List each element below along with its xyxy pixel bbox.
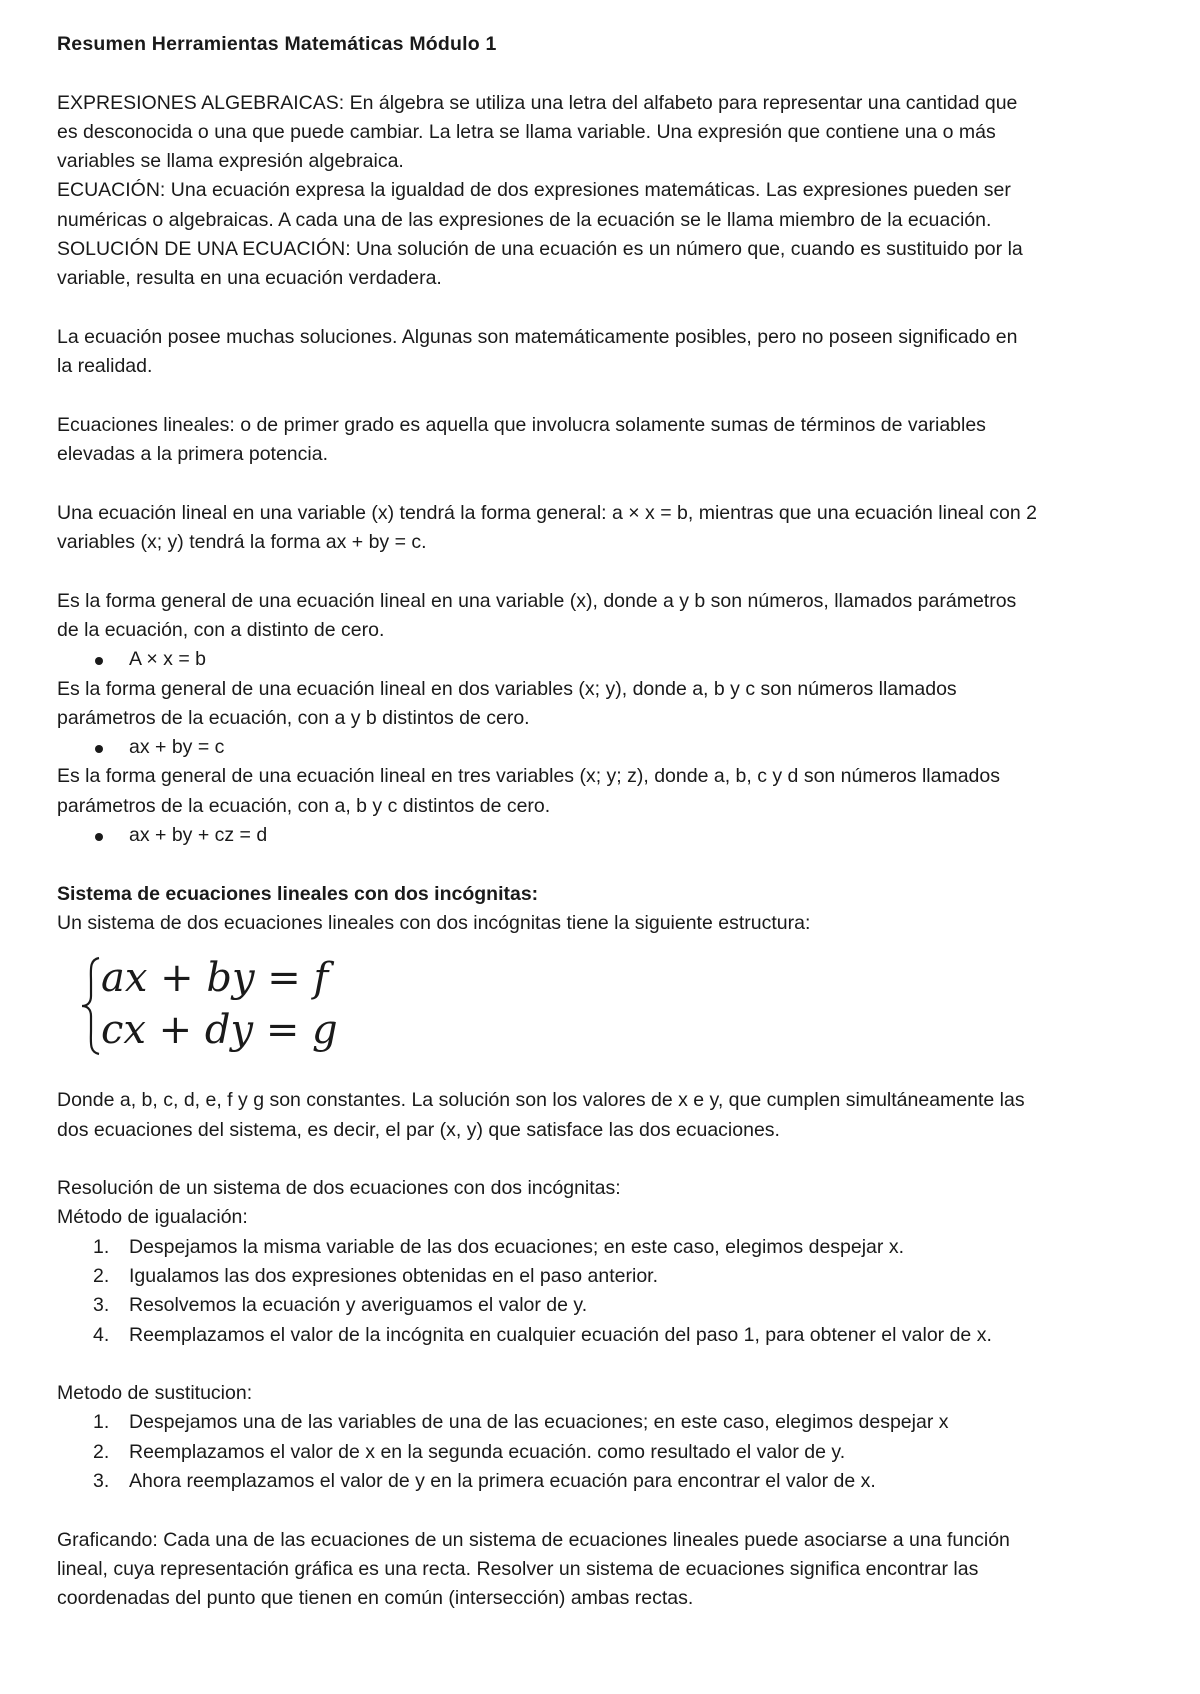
equation-system — [79, 944, 1160, 1064]
solucion-line-1: SOLUCIÓN DE UNA ECUACIÓN: Una solución de una ecuación es un número que, cuando es sustituido por la — [57, 238, 1023, 261]
bullet-text: A × x = b — [129, 648, 206, 671]
una-variable-line-2: de la ecuación, con a distinto de cero. — [57, 618, 385, 641]
list-item — [57, 1467, 1160, 1496]
spacer — [57, 294, 1160, 323]
bullet-icon — [95, 745, 103, 753]
spacer — [57, 1350, 1160, 1379]
bullet-list — [57, 645, 1160, 674]
step-text: Ahora reemplazamos el valor de y en la primera ecuación para encontrar el valor de x. — [129, 1470, 876, 1493]
forma-line-2: variables (x; y) tendrá la forma ax + by = c. — [57, 531, 427, 554]
step-number: 2. — [93, 1264, 110, 1287]
graficando-line-1: Graficando: Cada una de las ecuaciones de un sistema de ecuaciones lineales puede asociarse a una función — [57, 1528, 1010, 1551]
expresiones-line-3: variables se llama expresión algebraica. — [57, 150, 404, 173]
sistema-heading: Sistema de ecuaciones lineales con dos incógnitas: — [57, 882, 539, 905]
list-item — [57, 1233, 1160, 1262]
document-title: Resumen Herramientas Matemáticas Módulo 1 — [57, 33, 497, 55]
step-text: Despejamos la misma variable de las dos ecuaciones; en este caso, elegimos despejar x. — [129, 1235, 904, 1258]
list-item — [57, 733, 1160, 762]
forma-line-1: Una ecuación lineal en una variable (x) tendrá la forma general: a × x = b, mientras que una ecuación lineal con 2 — [57, 501, 1037, 524]
expresiones-line-2: es desconocida o una que puede cambiar. La letra se llama variable. Una expresión que contiene una o más — [57, 120, 996, 143]
step-number: 1. — [93, 1411, 110, 1434]
igualacion-steps — [57, 1233, 1160, 1350]
lineales-line-2: elevadas a la primera potencia. — [57, 443, 328, 466]
spacer — [57, 1145, 1160, 1174]
muchas-line-2: la realidad. — [57, 355, 153, 378]
tres-variables-line-2: parámetros de la ecuación, con a, b y c distintos de cero. — [57, 794, 551, 817]
bullet-text: ax + by + cz = d — [129, 824, 268, 847]
left-brace-icon — [79, 956, 103, 1056]
sustitucion-steps — [57, 1408, 1160, 1496]
step-number: 4. — [93, 1323, 110, 1346]
tres-variables-line-1: Es la forma general de una ecuación lineal en tres variables (x; y; z), donde a, b, c y d son números llamados — [57, 765, 1000, 788]
lineales-line-1: Ecuaciones lineales: o de primer grado es aquella que involucra solamente sumas de términos de variables — [57, 413, 986, 436]
step-number: 2. — [93, 1440, 110, 1463]
una-variable-line-1: Es la forma general de una ecuación lineal en una variable (x), donde a y b son números, llamados parámetros — [57, 589, 1017, 612]
step-number: 3. — [93, 1470, 110, 1493]
bullet-list — [57, 733, 1160, 762]
donde-line-2: dos ecuaciones del sistema, es decir, el par (x, y) que satisface las dos ecuaciones. — [57, 1118, 780, 1141]
list-item — [57, 1438, 1160, 1467]
igualacion-heading: Método de igualación: — [57, 1206, 248, 1229]
spacer — [57, 469, 1160, 498]
dos-variables-line-2: parámetros de la ecuación, con a y b distintos de cero. — [57, 706, 530, 729]
step-number: 1. — [93, 1235, 110, 1258]
step-text: Reemplazamos el valor de la incógnita en cualquier ecuación del paso 1, para obtener el valor de x. — [129, 1323, 992, 1346]
spacer — [57, 850, 1160, 879]
equation-line-1: ax + by = f — [101, 955, 329, 1002]
spacer — [57, 382, 1160, 411]
bullet-list — [57, 821, 1160, 850]
bullet-icon — [95, 657, 103, 665]
step-number: 3. — [93, 1294, 110, 1317]
graficando-line-3: coordenadas del punto que tienen en común (intersección) ambas rectas. — [57, 1587, 694, 1610]
list-item — [57, 1408, 1160, 1437]
dos-variables-line-1: Es la forma general de una ecuación lineal en dos variables (x; y), donde a, b y c son números llamados — [57, 677, 957, 700]
bullet-icon — [95, 833, 103, 841]
sustitucion-heading: Metodo de sustitucion: — [57, 1382, 253, 1405]
spacer — [57, 1496, 1160, 1525]
graficando-line-2: lineal, cuya representación gráfica es una recta. Resolver un sistema de ecuaciones significa encontrar las — [57, 1557, 979, 1580]
list-item — [57, 1291, 1160, 1320]
sistema-intro: Un sistema de dos ecuaciones lineales con dos incógnitas tiene la siguiente estructura: — [57, 911, 811, 934]
list-item — [57, 645, 1160, 674]
list-item — [57, 821, 1160, 850]
ecuacion-line-1: ECUACIÓN: Una ecuación expresa la igualdad de dos expresiones matemáticas. Las expresiones pueden ser — [57, 179, 1011, 202]
resolucion-heading: Resolución de un sistema de dos ecuaciones con dos incógnitas: — [57, 1177, 621, 1200]
bullet-text: ax + by = c — [129, 736, 225, 759]
step-text: Reemplazamos el valor de x en la segunda ecuación. como resultado el valor de y. — [129, 1440, 846, 1463]
solucion-line-2: variable, resulta en una ecuación verdadera. — [57, 267, 442, 290]
list-item — [57, 1321, 1160, 1350]
muchas-line-1: La ecuación posee muchas soluciones. Algunas son matemáticamente posibles, pero no poseen significado en — [57, 325, 1018, 348]
step-text: Igualamos las dos expresiones obtenidas en el paso anterior. — [129, 1264, 659, 1287]
equation-line-2: cx + dy = g — [101, 1007, 338, 1054]
step-text: Despejamos una de las variables de una de las ecuaciones; en este caso, elegimos despejar x — [129, 1411, 949, 1434]
expresiones-line-1: EXPRESIONES ALGEBRAICAS: En álgebra se utiliza una letra del alfabeto para representar una cantidad que — [57, 91, 1018, 114]
spacer — [57, 557, 1160, 586]
spacer — [57, 59, 1160, 88]
list-item — [57, 1262, 1160, 1291]
step-text: Resolvemos la ecuación y averiguamos el valor de y. — [129, 1294, 588, 1317]
ecuacion-line-2: numéricas o algebraicas. A cada una de las expresiones de la ecuación se le llama miembro de la ecuación. — [57, 208, 992, 231]
donde-line-1: Donde a, b, c, d, e, f y g son constantes. La solución son los valores de x e y, que cumplen simultáneamente las — [57, 1089, 1025, 1112]
